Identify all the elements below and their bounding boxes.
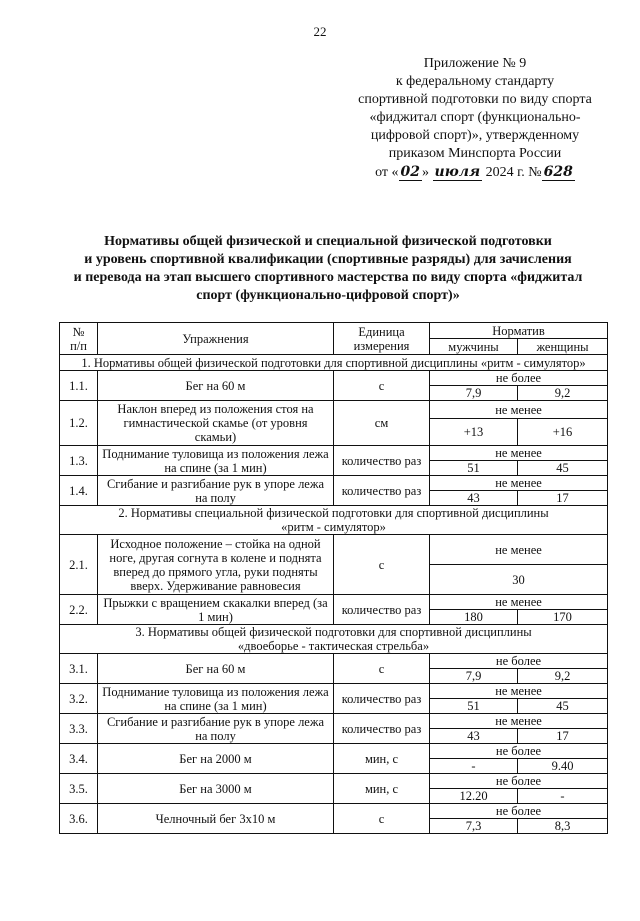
value-men: 51 [430,699,518,714]
norm-condition: не более [430,654,608,669]
norm-condition: не менее [430,714,608,729]
value-women: 9.40 [518,759,608,774]
norm-condition: не более [430,804,608,819]
header-exercise: Упражнения [98,323,334,355]
norm-condition: не менее [430,401,608,419]
value-men: 7,9 [430,669,518,684]
value-women: 9,2 [518,386,608,401]
value-men: 51 [430,461,518,476]
value-women: - [518,789,608,804]
norm-condition: не менее [430,684,608,699]
header-women: женщины [518,339,608,355]
norm-condition: не менее [430,446,608,461]
value-men: 7,9 [430,386,518,401]
table-row: 1.1. Бег на 60 м с не более [60,371,608,386]
value-women: 170 [518,610,608,625]
title-line: спорт (функционально-цифровой спорт)» [196,288,460,303]
section-header: 2. Нормативы специальной физической подготовки для спортивной дисциплины «ритм - симулятор» [60,506,608,535]
order-month: июля [434,164,481,180]
value-women: 45 [518,699,608,714]
header-men: мужчины [430,339,518,355]
page-number: 22 [313,24,327,39]
table-row: 2.2. Прыжки с вращением скакалки вперед (за 1 мин) количество раз не менее [60,595,608,610]
section-header: 1. Нормативы общей физической подготовки для спортивной дисциплины «ритм - симулятор» [60,355,608,371]
value-men: 7,3 [430,819,518,834]
table-row: 3.6. Челночный бег 3х10 м с не более [60,804,608,819]
table-header-row [60,323,608,339]
norm-condition: не менее [430,535,608,565]
table-row: 3.2. Поднимание туловища из положения лежа на спине (за 1 мин) количество раз не менее [60,684,608,699]
table-row: 3.4. Бег на 2000 м мин, с не более [60,744,608,759]
appendix-block [340,55,610,182]
appendix-line: приказом Минспорта России [388,146,562,161]
table-row: 1.3. Поднимание туловища из положения лежа на спине (за 1 мин) количество раз не менее [60,446,608,461]
table-row: 1.2. Наклон вперед из положения стоя на гимнастической скамье (от уровня скамьи) см не менее [60,401,608,419]
value-men: 180 [430,610,518,625]
value-men: 43 [430,729,518,744]
value-women: +16 [518,419,608,446]
norm-condition: не менее [430,595,608,610]
norm-condition: не более [430,774,608,789]
norms-table [59,322,608,834]
value-men: - [430,759,518,774]
header-norm: Норматив [430,323,608,339]
value-men: +13 [430,419,518,446]
value-women: 17 [518,491,608,506]
section-header: 3. Нормативы общей физической подготовки для спортивной дисциплины «двоеборье - тактическая стрельба» [60,625,608,654]
appendix-line: «фиджитал спорт (функционально- [369,110,581,125]
document-title [58,233,598,305]
appendix-line: Приложение № 9 [423,56,527,71]
norm-condition: не менее [430,476,608,491]
header-unit: Единица измерения [334,323,430,355]
value-men: 12.20 [430,789,518,804]
value-women: 17 [518,729,608,744]
table-row: 3.5. Бег на 3000 м мин, с не более [60,774,608,789]
title-line: Нормативы общей физической и специальной физической подготовки [104,234,552,249]
table-row: 1.4. Сгибание и разгибание рук в упоре лежа на полу количество раз не менее [60,476,608,491]
order-day: 02 [400,164,421,180]
title-line: и перевода на этап высшего спортивного мастерства по виду спорта «фиджитал [73,270,583,285]
value-men: 43 [430,491,518,506]
table-row: 3.1. Бег на 60 м с не более [60,654,608,669]
value-women: 45 [518,461,608,476]
value-women: 9,2 [518,669,608,684]
header-num: № п/п [60,323,98,355]
appendix-line: спортивной подготовки по виду спорта [358,92,592,107]
norm-condition: не более [430,744,608,759]
value-common: 30 [430,565,608,595]
table-row: 2.1. Исходное положение – стойка на одной ноге, другая согнута в колене и поднята вперед до прямого угла, руки подняты вверх. Удерживание равновесия с не менее [60,535,608,565]
title-line: и уровень спортивной квалификации (спортивные разряды) для зачисления [84,252,572,267]
value-women: 8,3 [518,819,608,834]
appendix-line: к федеральному стандарту [395,74,555,89]
order-number: 628 [543,164,573,180]
order-date-line: от « 02 » июля 2024 г. № 628 [375,164,573,180]
appendix-line: цифровой спорт)», утвержденному [370,128,580,143]
norm-condition: не более [430,371,608,386]
table-row: 3.3. Сгибание и разгибание рук в упоре лежа на полу количество раз не менее [60,714,608,729]
